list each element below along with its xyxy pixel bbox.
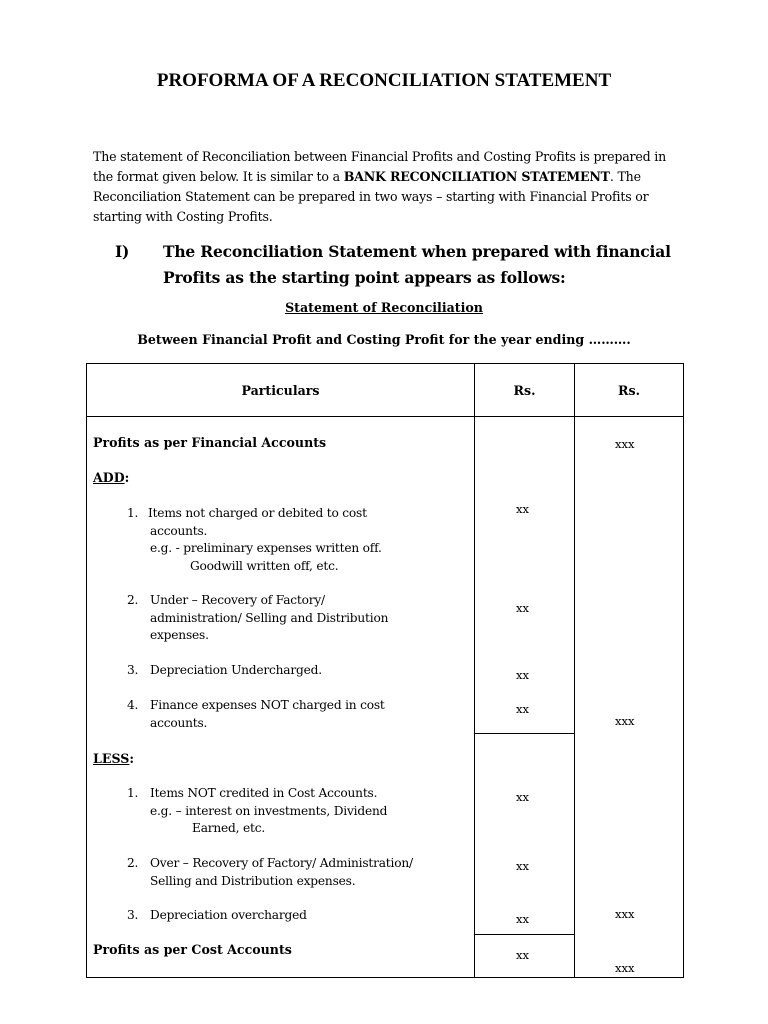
header-rs-1: Rs. [475,364,575,417]
less-item-1-line-1: Items NOT credited in Cost Accounts. [150,786,378,800]
amount-add-2: xx [516,601,529,615]
section-text: The Reconciliation Statement when prepared with financial Profits as the starting point appears as follows: [163,242,671,287]
intro-paragraph [93,147,678,227]
profits-financial-label: Profits as per Financial Accounts [93,435,327,450]
intro-text-part1: The statement of Reconciliation between Financial Profits and Costing Profits is prepared in the format given below. It is similar to a [93,149,667,184]
rs-column-2 [575,417,684,978]
less-item-1-line-2: e.g. – interest on investments, Dividend [150,803,388,818]
add-item-1-line-2: accounts. [150,523,208,538]
page-title: PROFORMA OF A RECONCILIATION STATEMENT [156,70,612,91]
less-item-2-line-1: Over – Recovery of Factory/ Administration/ [150,856,413,870]
amount-add-1: xx [516,502,529,516]
amount-cost: xx [516,948,529,962]
add-item-2-num: 2. [127,593,139,607]
table-body-row [87,417,684,978]
less-item-2-line-2: Selling and Distribution expenses. [150,873,356,888]
add-item-1-line-1: Items not charged or debited to cost [148,506,367,520]
profits-cost-label: Profits as per Cost Accounts [93,942,292,957]
add-item-2-line-2: administration/ Selling and Distribution [150,610,389,625]
header-rs-2: Rs. [575,364,684,417]
particulars-cell [87,417,475,978]
total-financial: xxx [615,437,635,451]
less-item-3-line-1: Depreciation overcharged [150,908,307,922]
subtotal-rule-2 [475,934,575,935]
amount-add-3: xx [516,668,529,682]
less-item-3-num: 3. [127,908,139,922]
total-add: xxx [615,714,635,728]
less-item-1-line-3: Earned, etc. [192,821,266,835]
amount-less-2: xx [516,859,529,873]
less-item-2-num: 2. [127,856,139,870]
add-item-1-line-3: e.g. - preliminary expenses written off. [150,541,382,555]
total-cost-profit: xxx [615,961,635,975]
add-item-3-line-1: Depreciation Undercharged. [150,663,322,677]
intro-text-bold: BANK RECONCILIATION STATEMENT [343,169,610,184]
less-label: LESS: [93,751,135,766]
add-item-4-line-1: Finance expenses NOT charged in cost [150,698,385,712]
add-item-4-line-2: accounts. [150,715,208,730]
subtotal-rule-1 [475,733,575,734]
add-item-2-line-3: expenses. [150,628,209,642]
amount-add-4: xx [516,702,529,716]
header-particulars: Particulars [87,364,475,417]
table-header-row [87,364,684,417]
add-item-3-num: 3. [127,663,139,677]
add-label: ADD: [93,470,130,485]
statement-title: Statement of Reconciliation [285,300,483,315]
statement-subtitle: Between Financial Profit and Costing Profit for the year ending ………. [137,332,631,347]
less-item-1-num: 1. [127,786,139,800]
add-item-2-line-1: Under – Recovery of Factory/ [150,593,325,607]
total-less: xxx [615,907,635,921]
intro-text-part2: . The Reconciliation Statement can be prepared in two ways – starting with Financial Profits or starting with Costing Profits. [93,169,649,224]
reconciliation-table [86,363,684,978]
add-item-1-num: 1. [127,506,139,520]
amount-less-3: xx [516,912,529,926]
add-item-4-num: 4. [127,698,139,712]
section-number: I) [115,242,130,261]
add-item-1-line-4: Goodwill written off, etc. [190,558,339,573]
rs-column-1 [475,417,575,978]
amount-less-1: xx [516,790,529,804]
